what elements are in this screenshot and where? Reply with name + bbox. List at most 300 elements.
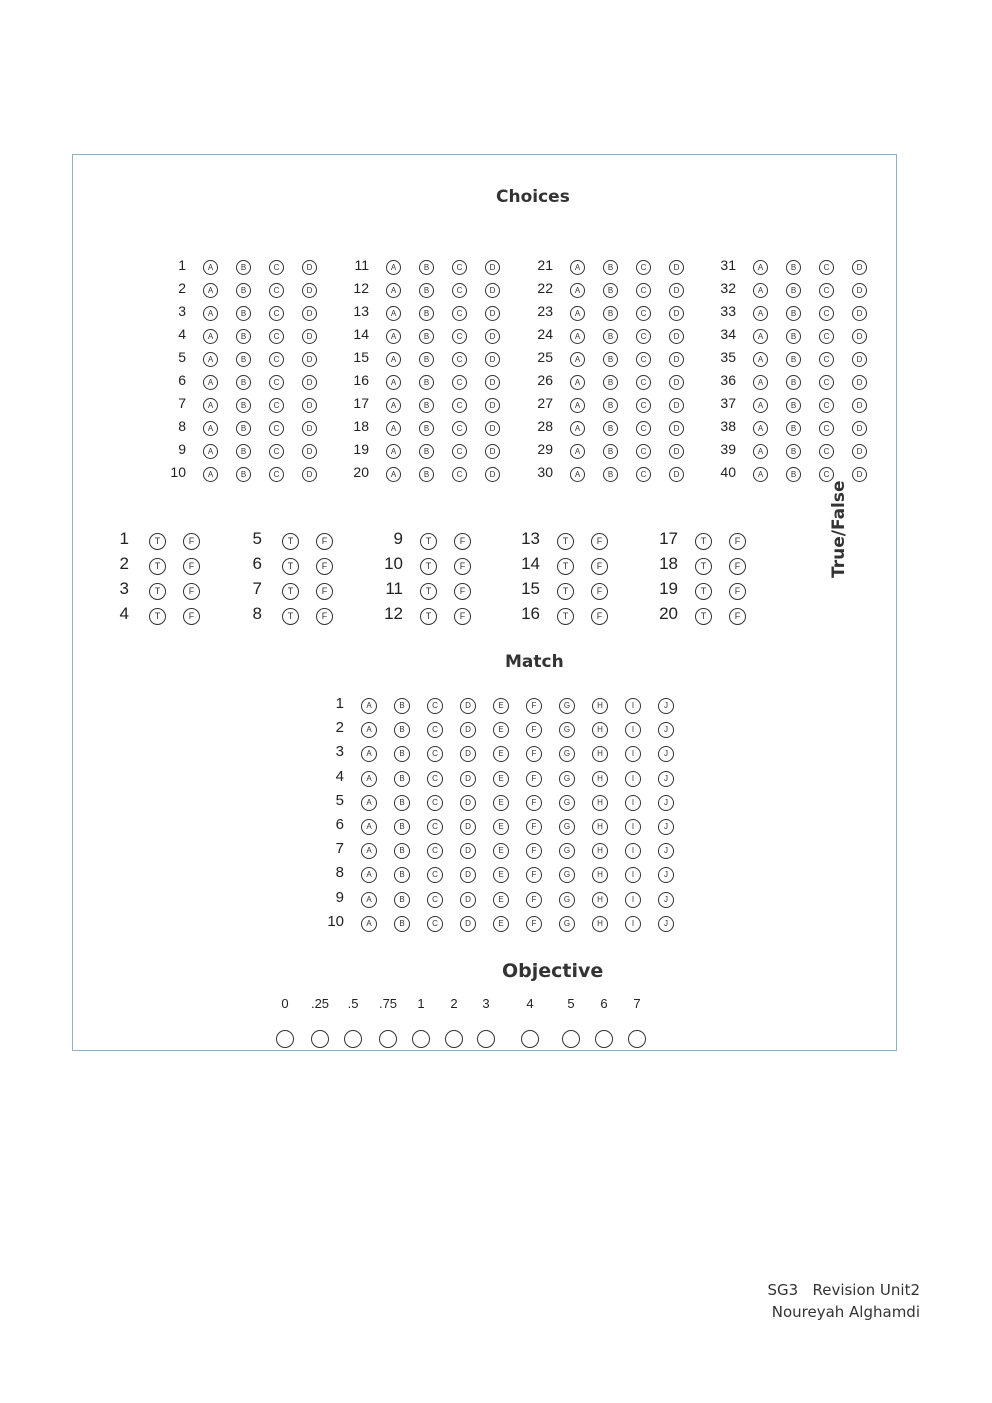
match-bubble-a[interactable]: A [361,698,377,714]
choices-bubble-d[interactable]: D [852,260,867,275]
choices-bubble-c[interactable]: C [269,329,284,344]
match-bubble-e[interactable]: E [493,916,509,932]
match-bubble-i[interactable]: I [625,843,641,859]
choices-bubble-a[interactable]: A [570,352,585,367]
choices-bubble-c[interactable]: C [636,306,651,321]
choices-bubble-a[interactable]: A [570,329,585,344]
tf-bubble-f[interactable]: F [591,583,608,600]
objective-score-bubble[interactable] [445,1030,463,1048]
match-bubble-d[interactable]: D [460,722,476,738]
objective-score-bubble[interactable] [521,1030,539,1048]
choices-bubble-b[interactable]: B [419,467,434,482]
match-bubble-a[interactable]: A [361,746,377,762]
choices-bubble-a[interactable]: A [570,398,585,413]
match-bubble-b[interactable]: B [394,698,410,714]
choices-bubble-a[interactable]: A [753,467,768,482]
choices-bubble-b[interactable]: B [419,421,434,436]
match-bubble-i[interactable]: I [625,698,641,714]
tf-bubble-f[interactable]: F [183,558,200,575]
tf-bubble-f[interactable]: F [316,608,333,625]
match-bubble-e[interactable]: E [493,867,509,883]
match-bubble-g[interactable]: G [559,916,575,932]
choices-bubble-d[interactable]: D [302,444,317,459]
choices-bubble-b[interactable]: B [419,352,434,367]
choices-bubble-a[interactable]: A [570,260,585,275]
tf-bubble-f[interactable]: F [183,583,200,600]
match-bubble-h[interactable]: H [592,771,608,787]
choices-bubble-d[interactable]: D [485,444,500,459]
match-bubble-g[interactable]: G [559,843,575,859]
choices-bubble-a[interactable]: A [753,306,768,321]
match-bubble-c[interactable]: C [427,843,443,859]
choices-bubble-c[interactable]: C [452,375,467,390]
choices-bubble-a[interactable]: A [203,398,218,413]
choices-bubble-a[interactable]: A [570,375,585,390]
choices-bubble-a[interactable]: A [570,283,585,298]
choices-bubble-d[interactable]: D [669,260,684,275]
choices-bubble-d[interactable]: D [852,444,867,459]
choices-bubble-d[interactable]: D [302,329,317,344]
choices-bubble-b[interactable]: B [786,467,801,482]
choices-bubble-b[interactable]: B [603,283,618,298]
choices-bubble-d[interactable]: D [485,283,500,298]
match-bubble-b[interactable]: B [394,819,410,835]
choices-bubble-d[interactable]: D [485,329,500,344]
choices-bubble-c[interactable]: C [452,467,467,482]
match-bubble-f[interactable]: F [526,771,542,787]
match-bubble-a[interactable]: A [361,722,377,738]
match-bubble-f[interactable]: F [526,722,542,738]
choices-bubble-b[interactable]: B [603,444,618,459]
choices-bubble-b[interactable]: B [786,260,801,275]
choices-bubble-a[interactable]: A [386,306,401,321]
choices-bubble-c[interactable]: C [269,444,284,459]
choices-bubble-a[interactable]: A [570,467,585,482]
match-bubble-c[interactable]: C [427,916,443,932]
match-bubble-j[interactable]: J [658,819,674,835]
match-bubble-d[interactable]: D [460,916,476,932]
match-bubble-a[interactable]: A [361,795,377,811]
match-bubble-j[interactable]: J [658,867,674,883]
choices-bubble-b[interactable]: B [786,421,801,436]
match-bubble-g[interactable]: G [559,819,575,835]
choices-bubble-d[interactable]: D [852,283,867,298]
match-bubble-j[interactable]: J [658,892,674,908]
match-bubble-i[interactable]: I [625,722,641,738]
choices-bubble-c[interactable]: C [819,283,834,298]
choices-bubble-b[interactable]: B [236,467,251,482]
choices-bubble-d[interactable]: D [852,329,867,344]
match-bubble-d[interactable]: D [460,892,476,908]
choices-bubble-c[interactable]: C [452,421,467,436]
choices-bubble-b[interactable]: B [603,421,618,436]
choices-bubble-d[interactable]: D [302,306,317,321]
match-bubble-j[interactable]: J [658,916,674,932]
tf-bubble-t[interactable]: T [695,583,712,600]
choices-bubble-b[interactable]: B [419,283,434,298]
match-bubble-d[interactable]: D [460,867,476,883]
choices-bubble-a[interactable]: A [386,398,401,413]
tf-bubble-t[interactable]: T [695,558,712,575]
match-bubble-i[interactable]: I [625,771,641,787]
choices-bubble-b[interactable]: B [603,329,618,344]
match-bubble-h[interactable]: H [592,722,608,738]
choices-bubble-c[interactable]: C [636,375,651,390]
choices-bubble-d[interactable]: D [669,306,684,321]
choices-bubble-d[interactable]: D [669,352,684,367]
choices-bubble-a[interactable]: A [203,329,218,344]
tf-bubble-f[interactable]: F [316,583,333,600]
match-bubble-d[interactable]: D [460,819,476,835]
choices-bubble-a[interactable]: A [753,260,768,275]
tf-bubble-f[interactable]: F [183,533,200,550]
choices-bubble-c[interactable]: C [636,329,651,344]
choices-bubble-a[interactable]: A [753,421,768,436]
match-bubble-a[interactable]: A [361,892,377,908]
match-bubble-i[interactable]: I [625,746,641,762]
match-bubble-e[interactable]: E [493,819,509,835]
choices-bubble-b[interactable]: B [419,398,434,413]
choices-bubble-d[interactable]: D [302,283,317,298]
match-bubble-j[interactable]: J [658,698,674,714]
choices-bubble-a[interactable]: A [203,283,218,298]
match-bubble-c[interactable]: C [427,819,443,835]
choices-bubble-b[interactable]: B [419,329,434,344]
choices-bubble-c[interactable]: C [636,421,651,436]
match-bubble-d[interactable]: D [460,746,476,762]
match-bubble-e[interactable]: E [493,746,509,762]
choices-bubble-b[interactable]: B [419,375,434,390]
choices-bubble-c[interactable]: C [452,283,467,298]
match-bubble-c[interactable]: C [427,795,443,811]
match-bubble-g[interactable]: G [559,795,575,811]
match-bubble-i[interactable]: I [625,819,641,835]
choices-bubble-c[interactable]: C [819,421,834,436]
choices-bubble-a[interactable]: A [570,421,585,436]
match-bubble-c[interactable]: C [427,746,443,762]
tf-bubble-t[interactable]: T [557,533,574,550]
objective-score-bubble[interactable] [595,1030,613,1048]
match-bubble-f[interactable]: F [526,698,542,714]
choices-bubble-b[interactable]: B [236,444,251,459]
choices-bubble-a[interactable]: A [386,375,401,390]
objective-score-bubble[interactable] [344,1030,362,1048]
tf-bubble-t[interactable]: T [695,608,712,625]
choices-bubble-c[interactable]: C [636,283,651,298]
choices-bubble-b[interactable]: B [786,329,801,344]
choices-bubble-a[interactable]: A [386,283,401,298]
choices-bubble-d[interactable]: D [485,306,500,321]
match-bubble-f[interactable]: F [526,819,542,835]
choices-bubble-a[interactable]: A [203,467,218,482]
match-bubble-h[interactable]: H [592,843,608,859]
choices-bubble-a[interactable]: A [753,283,768,298]
tf-bubble-t[interactable]: T [149,583,166,600]
choices-bubble-a[interactable]: A [386,421,401,436]
choices-bubble-c[interactable]: C [269,352,284,367]
choices-bubble-d[interactable]: D [669,283,684,298]
choices-bubble-c[interactable]: C [636,444,651,459]
choices-bubble-b[interactable]: B [236,283,251,298]
choices-bubble-d[interactable]: D [485,398,500,413]
tf-bubble-t[interactable]: T [420,608,437,625]
tf-bubble-t[interactable]: T [557,558,574,575]
choices-bubble-b[interactable]: B [236,375,251,390]
choices-bubble-c[interactable]: C [269,398,284,413]
choices-bubble-a[interactable]: A [570,444,585,459]
match-bubble-g[interactable]: G [559,698,575,714]
choices-bubble-c[interactable]: C [819,444,834,459]
match-bubble-c[interactable]: C [427,867,443,883]
choices-bubble-a[interactable]: A [203,421,218,436]
choices-bubble-c[interactable]: C [269,421,284,436]
choices-bubble-d[interactable]: D [485,260,500,275]
tf-bubble-t[interactable]: T [149,558,166,575]
match-bubble-d[interactable]: D [460,843,476,859]
choices-bubble-c[interactable]: C [269,306,284,321]
match-bubble-j[interactable]: J [658,843,674,859]
choices-bubble-c[interactable]: C [269,260,284,275]
match-bubble-i[interactable]: I [625,795,641,811]
choices-bubble-c[interactable]: C [452,398,467,413]
match-bubble-f[interactable]: F [526,843,542,859]
match-bubble-e[interactable]: E [493,722,509,738]
choices-bubble-b[interactable]: B [786,444,801,459]
objective-score-bubble[interactable] [477,1030,495,1048]
tf-bubble-t[interactable]: T [282,533,299,550]
match-bubble-f[interactable]: F [526,916,542,932]
objective-score-bubble[interactable] [628,1030,646,1048]
match-bubble-b[interactable]: B [394,795,410,811]
choices-bubble-b[interactable]: B [603,260,618,275]
tf-bubble-t[interactable]: T [282,558,299,575]
tf-bubble-t[interactable]: T [420,583,437,600]
match-bubble-h[interactable]: H [592,698,608,714]
match-bubble-g[interactable]: G [559,892,575,908]
match-bubble-j[interactable]: J [658,722,674,738]
match-bubble-e[interactable]: E [493,771,509,787]
match-bubble-i[interactable]: I [625,892,641,908]
choices-bubble-c[interactable]: C [819,260,834,275]
tf-bubble-f[interactable]: F [729,533,746,550]
match-bubble-h[interactable]: H [592,795,608,811]
tf-bubble-t[interactable]: T [282,608,299,625]
choices-bubble-d[interactable]: D [485,467,500,482]
choices-bubble-b[interactable]: B [419,306,434,321]
choices-bubble-d[interactable]: D [485,352,500,367]
match-bubble-a[interactable]: A [361,867,377,883]
match-bubble-j[interactable]: J [658,795,674,811]
tf-bubble-t[interactable]: T [420,558,437,575]
choices-bubble-c[interactable]: C [269,467,284,482]
choices-bubble-d[interactable]: D [852,352,867,367]
match-bubble-f[interactable]: F [526,892,542,908]
objective-score-bubble[interactable] [311,1030,329,1048]
choices-bubble-c[interactable]: C [819,375,834,390]
tf-bubble-f[interactable]: F [454,583,471,600]
tf-bubble-t[interactable]: T [557,608,574,625]
objective-score-bubble[interactable] [562,1030,580,1048]
choices-bubble-b[interactable]: B [236,329,251,344]
choices-bubble-c[interactable]: C [452,306,467,321]
tf-bubble-f[interactable]: F [591,533,608,550]
choices-bubble-d[interactable]: D [669,467,684,482]
match-bubble-d[interactable]: D [460,771,476,787]
choices-bubble-b[interactable]: B [236,306,251,321]
choices-bubble-b[interactable]: B [786,283,801,298]
choices-bubble-a[interactable]: A [203,444,218,459]
match-bubble-d[interactable]: D [460,698,476,714]
choices-bubble-a[interactable]: A [386,444,401,459]
choices-bubble-b[interactable]: B [603,467,618,482]
match-bubble-i[interactable]: I [625,916,641,932]
objective-score-bubble[interactable] [276,1030,294,1048]
choices-bubble-b[interactable]: B [236,398,251,413]
match-bubble-e[interactable]: E [493,795,509,811]
choices-bubble-c[interactable]: C [819,329,834,344]
choices-bubble-a[interactable]: A [386,260,401,275]
choices-bubble-a[interactable]: A [753,398,768,413]
tf-bubble-f[interactable]: F [316,533,333,550]
choices-bubble-b[interactable]: B [419,260,434,275]
tf-bubble-f[interactable]: F [454,558,471,575]
choices-bubble-d[interactable]: D [485,421,500,436]
match-bubble-c[interactable]: C [427,698,443,714]
choices-bubble-d[interactable]: D [852,398,867,413]
choices-bubble-d[interactable]: D [669,375,684,390]
match-bubble-e[interactable]: E [493,843,509,859]
tf-bubble-f[interactable]: F [729,558,746,575]
match-bubble-g[interactable]: G [559,867,575,883]
choices-bubble-a[interactable]: A [753,352,768,367]
choices-bubble-d[interactable]: D [669,444,684,459]
choices-bubble-b[interactable]: B [236,421,251,436]
choices-bubble-c[interactable]: C [452,260,467,275]
choices-bubble-b[interactable]: B [236,260,251,275]
choices-bubble-d[interactable]: D [669,398,684,413]
match-bubble-j[interactable]: J [658,771,674,787]
choices-bubble-d[interactable]: D [669,329,684,344]
choices-bubble-d[interactable]: D [302,467,317,482]
tf-bubble-t[interactable]: T [149,608,166,625]
choices-bubble-c[interactable]: C [636,467,651,482]
choices-bubble-c[interactable]: C [452,352,467,367]
choices-bubble-d[interactable]: D [852,375,867,390]
choices-bubble-b[interactable]: B [603,398,618,413]
choices-bubble-a[interactable]: A [203,306,218,321]
choices-bubble-b[interactable]: B [786,306,801,321]
tf-bubble-f[interactable]: F [454,533,471,550]
choices-bubble-b[interactable]: B [419,444,434,459]
choices-bubble-d[interactable]: D [852,306,867,321]
match-bubble-f[interactable]: F [526,746,542,762]
choices-bubble-d[interactable]: D [302,260,317,275]
choices-bubble-d[interactable]: D [852,467,867,482]
choices-bubble-b[interactable]: B [603,352,618,367]
match-bubble-a[interactable]: A [361,916,377,932]
tf-bubble-f[interactable]: F [591,558,608,575]
choices-bubble-a[interactable]: A [570,306,585,321]
choices-bubble-b[interactable]: B [786,398,801,413]
tf-bubble-f[interactable]: F [454,608,471,625]
match-bubble-b[interactable]: B [394,843,410,859]
choices-bubble-a[interactable]: A [386,467,401,482]
choices-bubble-a[interactable]: A [753,444,768,459]
match-bubble-f[interactable]: F [526,795,542,811]
tf-bubble-f[interactable]: F [729,583,746,600]
choices-bubble-d[interactable]: D [302,375,317,390]
choices-bubble-c[interactable]: C [452,444,467,459]
choices-bubble-c[interactable]: C [452,329,467,344]
match-bubble-h[interactable]: H [592,746,608,762]
match-bubble-i[interactable]: I [625,867,641,883]
choices-bubble-d[interactable]: D [485,375,500,390]
choices-bubble-d[interactable]: D [852,421,867,436]
choices-bubble-b[interactable]: B [786,375,801,390]
objective-score-bubble[interactable] [412,1030,430,1048]
match-bubble-h[interactable]: H [592,819,608,835]
choices-bubble-a[interactable]: A [753,329,768,344]
tf-bubble-t[interactable]: T [420,533,437,550]
match-bubble-a[interactable]: A [361,819,377,835]
match-bubble-g[interactable]: G [559,746,575,762]
tf-bubble-t[interactable]: T [557,583,574,600]
tf-bubble-f[interactable]: F [591,608,608,625]
choices-bubble-c[interactable]: C [636,352,651,367]
choices-bubble-c[interactable]: C [636,260,651,275]
choices-bubble-d[interactable]: D [302,421,317,436]
match-bubble-b[interactable]: B [394,892,410,908]
choices-bubble-d[interactable]: D [302,398,317,413]
choices-bubble-a[interactable]: A [203,375,218,390]
match-bubble-j[interactable]: J [658,746,674,762]
choices-bubble-c[interactable]: C [819,398,834,413]
match-bubble-b[interactable]: B [394,746,410,762]
choices-bubble-a[interactable]: A [386,329,401,344]
choices-bubble-b[interactable]: B [603,306,618,321]
choices-bubble-a[interactable]: A [203,260,218,275]
match-bubble-b[interactable]: B [394,916,410,932]
match-bubble-g[interactable]: G [559,771,575,787]
tf-bubble-t[interactable]: T [149,533,166,550]
match-bubble-c[interactable]: C [427,771,443,787]
choices-bubble-a[interactable]: A [386,352,401,367]
choices-bubble-d[interactable]: D [302,352,317,367]
match-bubble-d[interactable]: D [460,795,476,811]
choices-bubble-c[interactable]: C [819,467,834,482]
choices-bubble-a[interactable]: A [203,352,218,367]
objective-score-bubble[interactable] [379,1030,397,1048]
tf-bubble-t[interactable]: T [695,533,712,550]
choices-bubble-d[interactable]: D [669,421,684,436]
match-bubble-h[interactable]: H [592,892,608,908]
match-bubble-e[interactable]: E [493,892,509,908]
match-bubble-c[interactable]: C [427,722,443,738]
choices-bubble-b[interactable]: B [236,352,251,367]
choices-bubble-c[interactable]: C [819,352,834,367]
match-bubble-c[interactable]: C [427,892,443,908]
match-bubble-e[interactable]: E [493,698,509,714]
tf-bubble-f[interactable]: F [729,608,746,625]
choices-bubble-c[interactable]: C [269,375,284,390]
choices-bubble-c[interactable]: C [819,306,834,321]
match-bubble-a[interactable]: A [361,843,377,859]
choices-bubble-b[interactable]: B [603,375,618,390]
match-bubble-g[interactable]: G [559,722,575,738]
tf-bubble-t[interactable]: T [282,583,299,600]
match-bubble-b[interactable]: B [394,867,410,883]
match-bubble-h[interactable]: H [592,867,608,883]
